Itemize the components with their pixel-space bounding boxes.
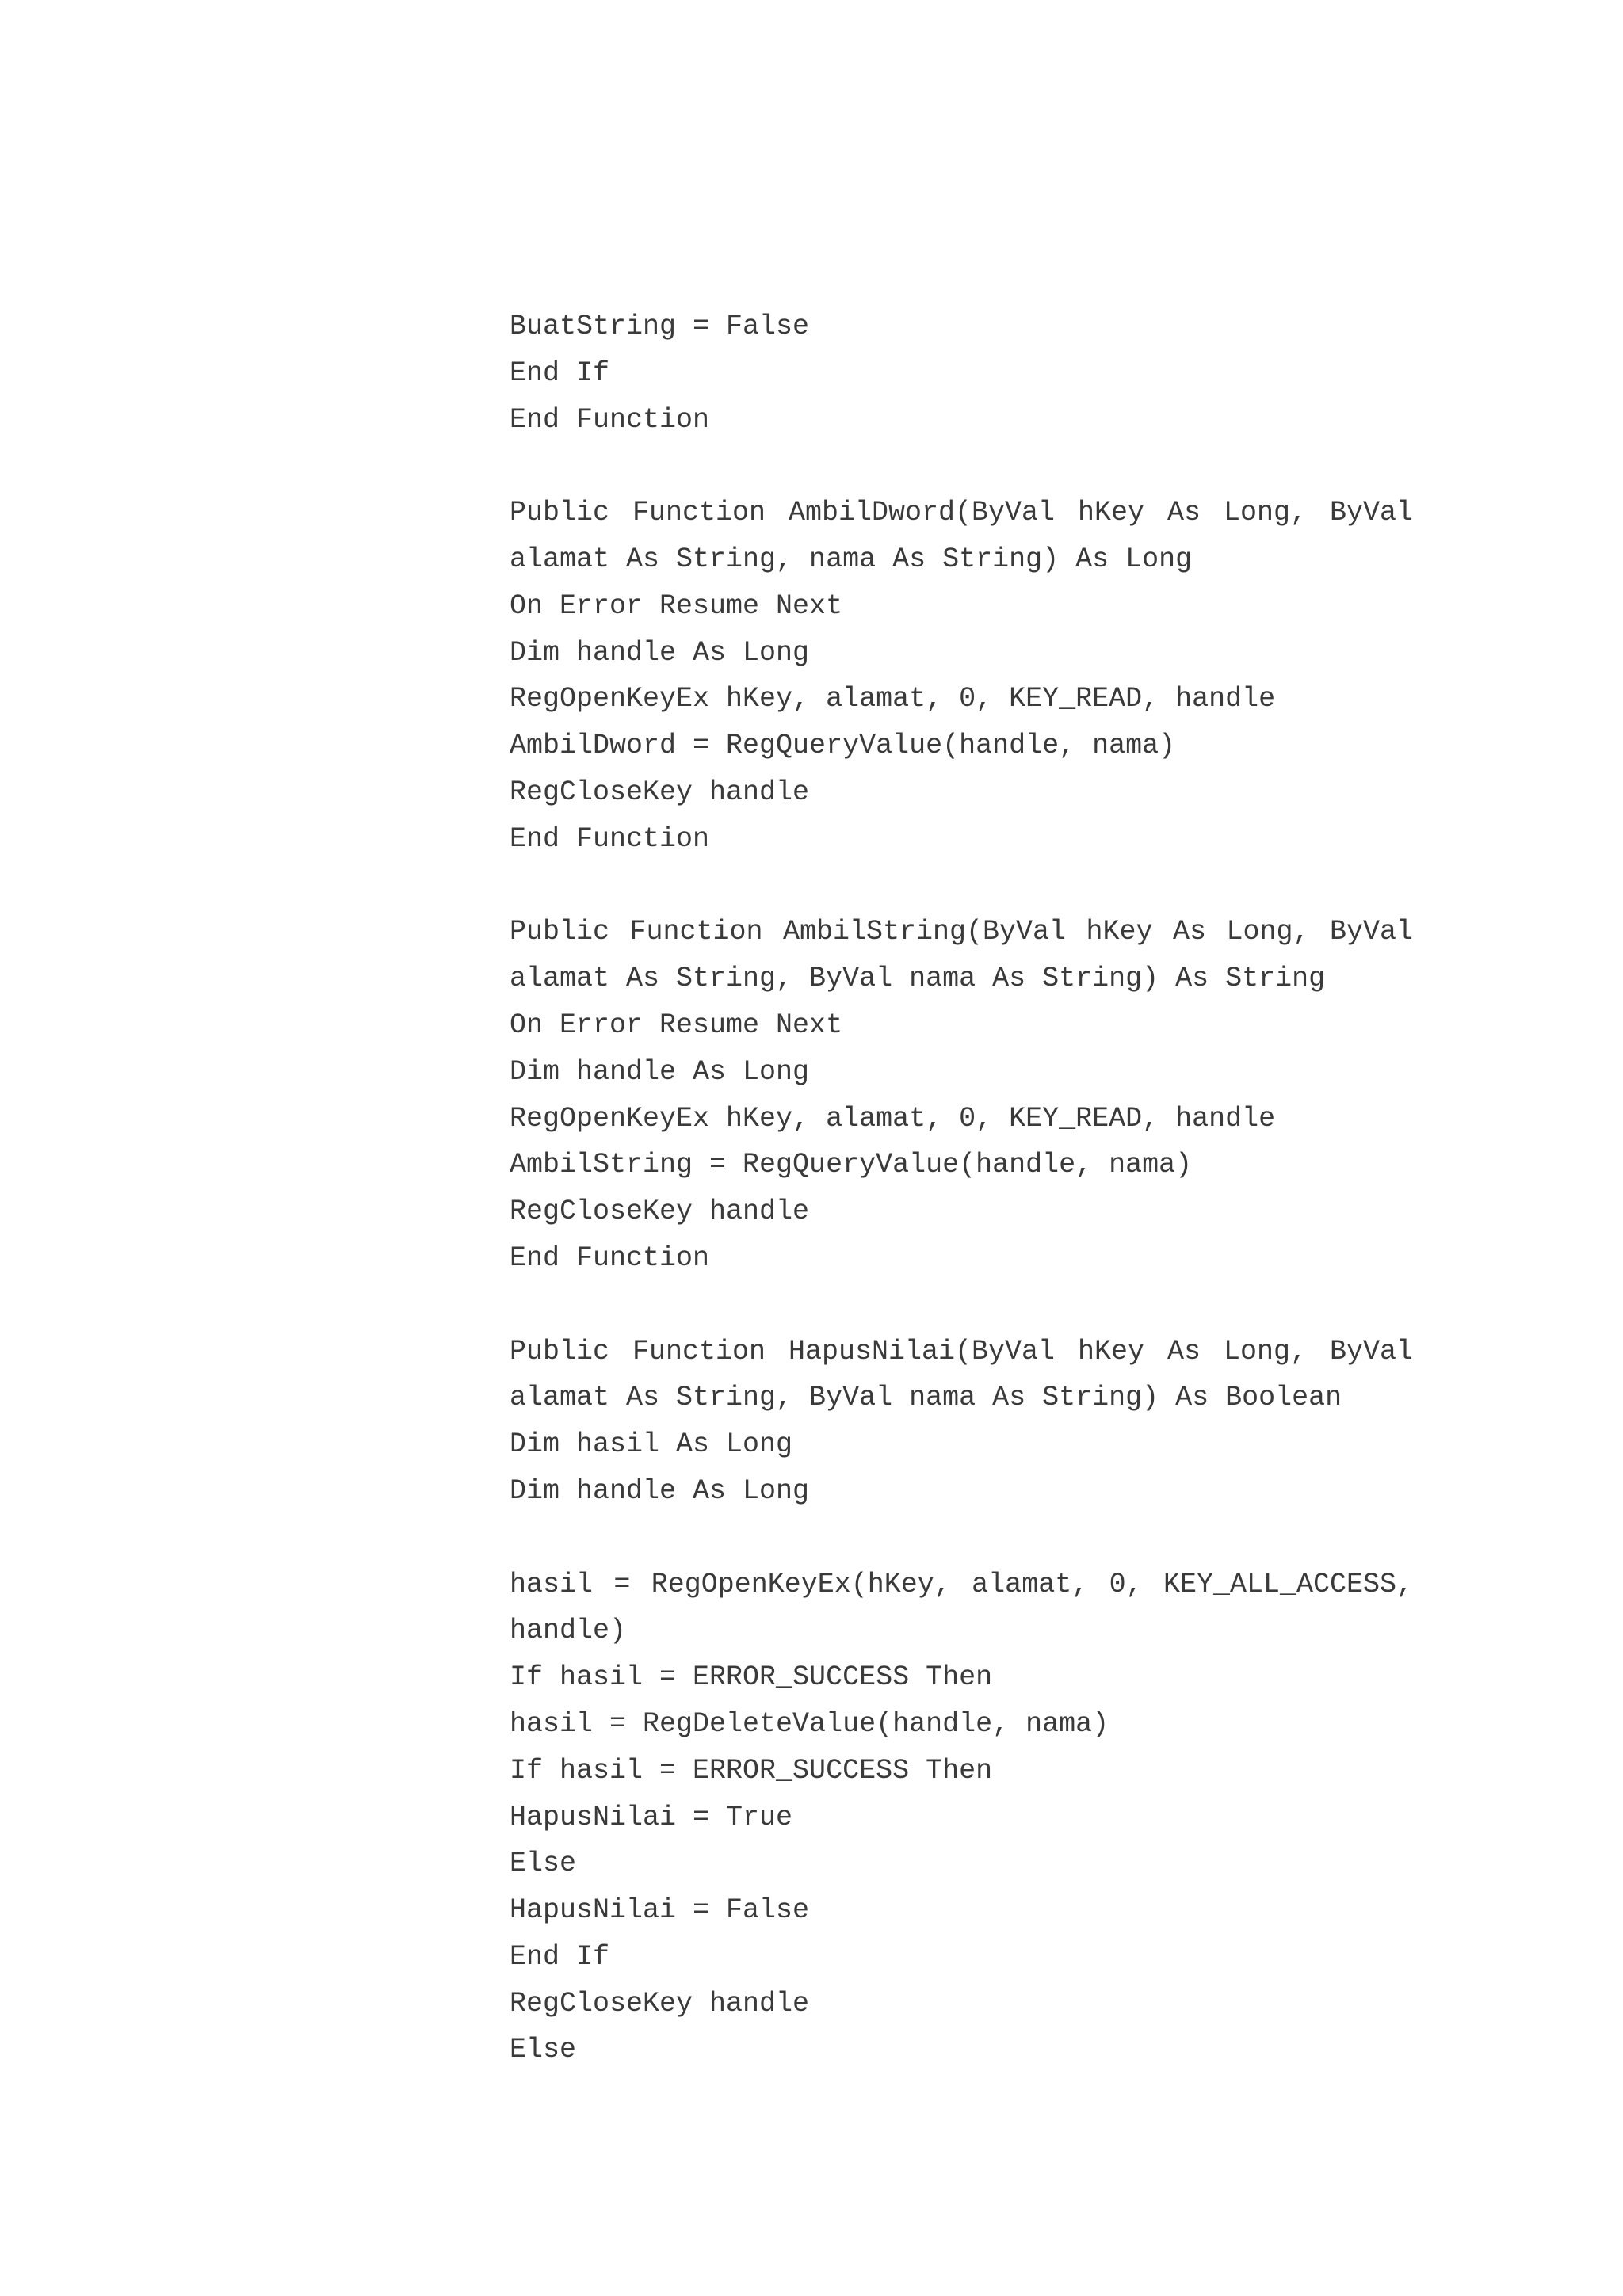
code-line: alamat As String, nama As String) As Long xyxy=(510,543,1193,575)
code-line: AmbilString = RegQueryValue(handle, nama) xyxy=(510,1149,1193,1181)
code-line: RegCloseKey handle xyxy=(510,1987,810,2019)
code-line: Dim handle As Long xyxy=(510,1055,810,1088)
code-listing xyxy=(510,303,1413,2073)
code-line: Else xyxy=(510,1848,577,1880)
code-line: If hasil = ERROR_SUCCESS Then xyxy=(510,1754,993,1787)
code-line: Public Function AmbilString(ByVal hKey As Long, ByVal xyxy=(510,916,1413,948)
code-line: RegCloseKey handle xyxy=(510,1196,810,1228)
code-line: BuatString = False xyxy=(510,311,810,342)
code-line: Dim handle As Long xyxy=(510,1474,810,1507)
code-line: Public Function AmbilDword(ByVal hKey As Long, ByVal xyxy=(510,497,1413,529)
code-line: End Function xyxy=(510,403,710,436)
code-line: End If xyxy=(510,357,610,389)
code-line: alamat As String, ByVal nama As String) As String xyxy=(510,963,1326,995)
code-line: Dim handle As Long xyxy=(510,636,810,669)
code-line: End If xyxy=(510,1940,610,1973)
code-line: End Function xyxy=(510,822,710,855)
code-line: Else xyxy=(510,2034,577,2066)
code-line: HapusNilai = True xyxy=(510,1801,793,1833)
code-line: RegCloseKey handle xyxy=(510,776,810,808)
blank-line xyxy=(510,863,1413,910)
blank-line xyxy=(510,1515,1413,1562)
code-line: RegOpenKeyEx hKey, alamat, 0, KEY_READ, handle xyxy=(510,1102,1276,1135)
code-line: End Function xyxy=(510,1241,710,1274)
code-line: Public Function HapusNilai(ByVal hKey As Long, ByVal xyxy=(510,1335,1413,1367)
code-line: handle) xyxy=(510,1615,627,1647)
blank-line xyxy=(510,443,1413,490)
code-line: RegOpenKeyEx hKey, alamat, 0, KEY_READ, handle xyxy=(510,683,1276,715)
code-line: On Error Resume Next xyxy=(510,1009,843,1041)
code-line: On Error Resume Next xyxy=(510,589,843,622)
code-line: alamat As String, ByVal nama As String) As Boolean xyxy=(510,1382,1342,1414)
code-line: hasil = RegDeleteValue(handle, nama) xyxy=(510,1707,1109,1740)
code-line: HapusNilai = False xyxy=(510,1894,810,1927)
code-line: AmbilDword = RegQueryValue(handle, nama) xyxy=(510,730,1176,762)
code-line: Dim hasil As Long xyxy=(510,1428,793,1461)
code-line: If hasil = ERROR_SUCCESS Then xyxy=(510,1661,993,1694)
code-line: hasil = RegOpenKeyEx(hKey, alamat, 0, KEY_ALL_ACCESS, xyxy=(510,1568,1413,1600)
blank-line xyxy=(510,1282,1413,1329)
